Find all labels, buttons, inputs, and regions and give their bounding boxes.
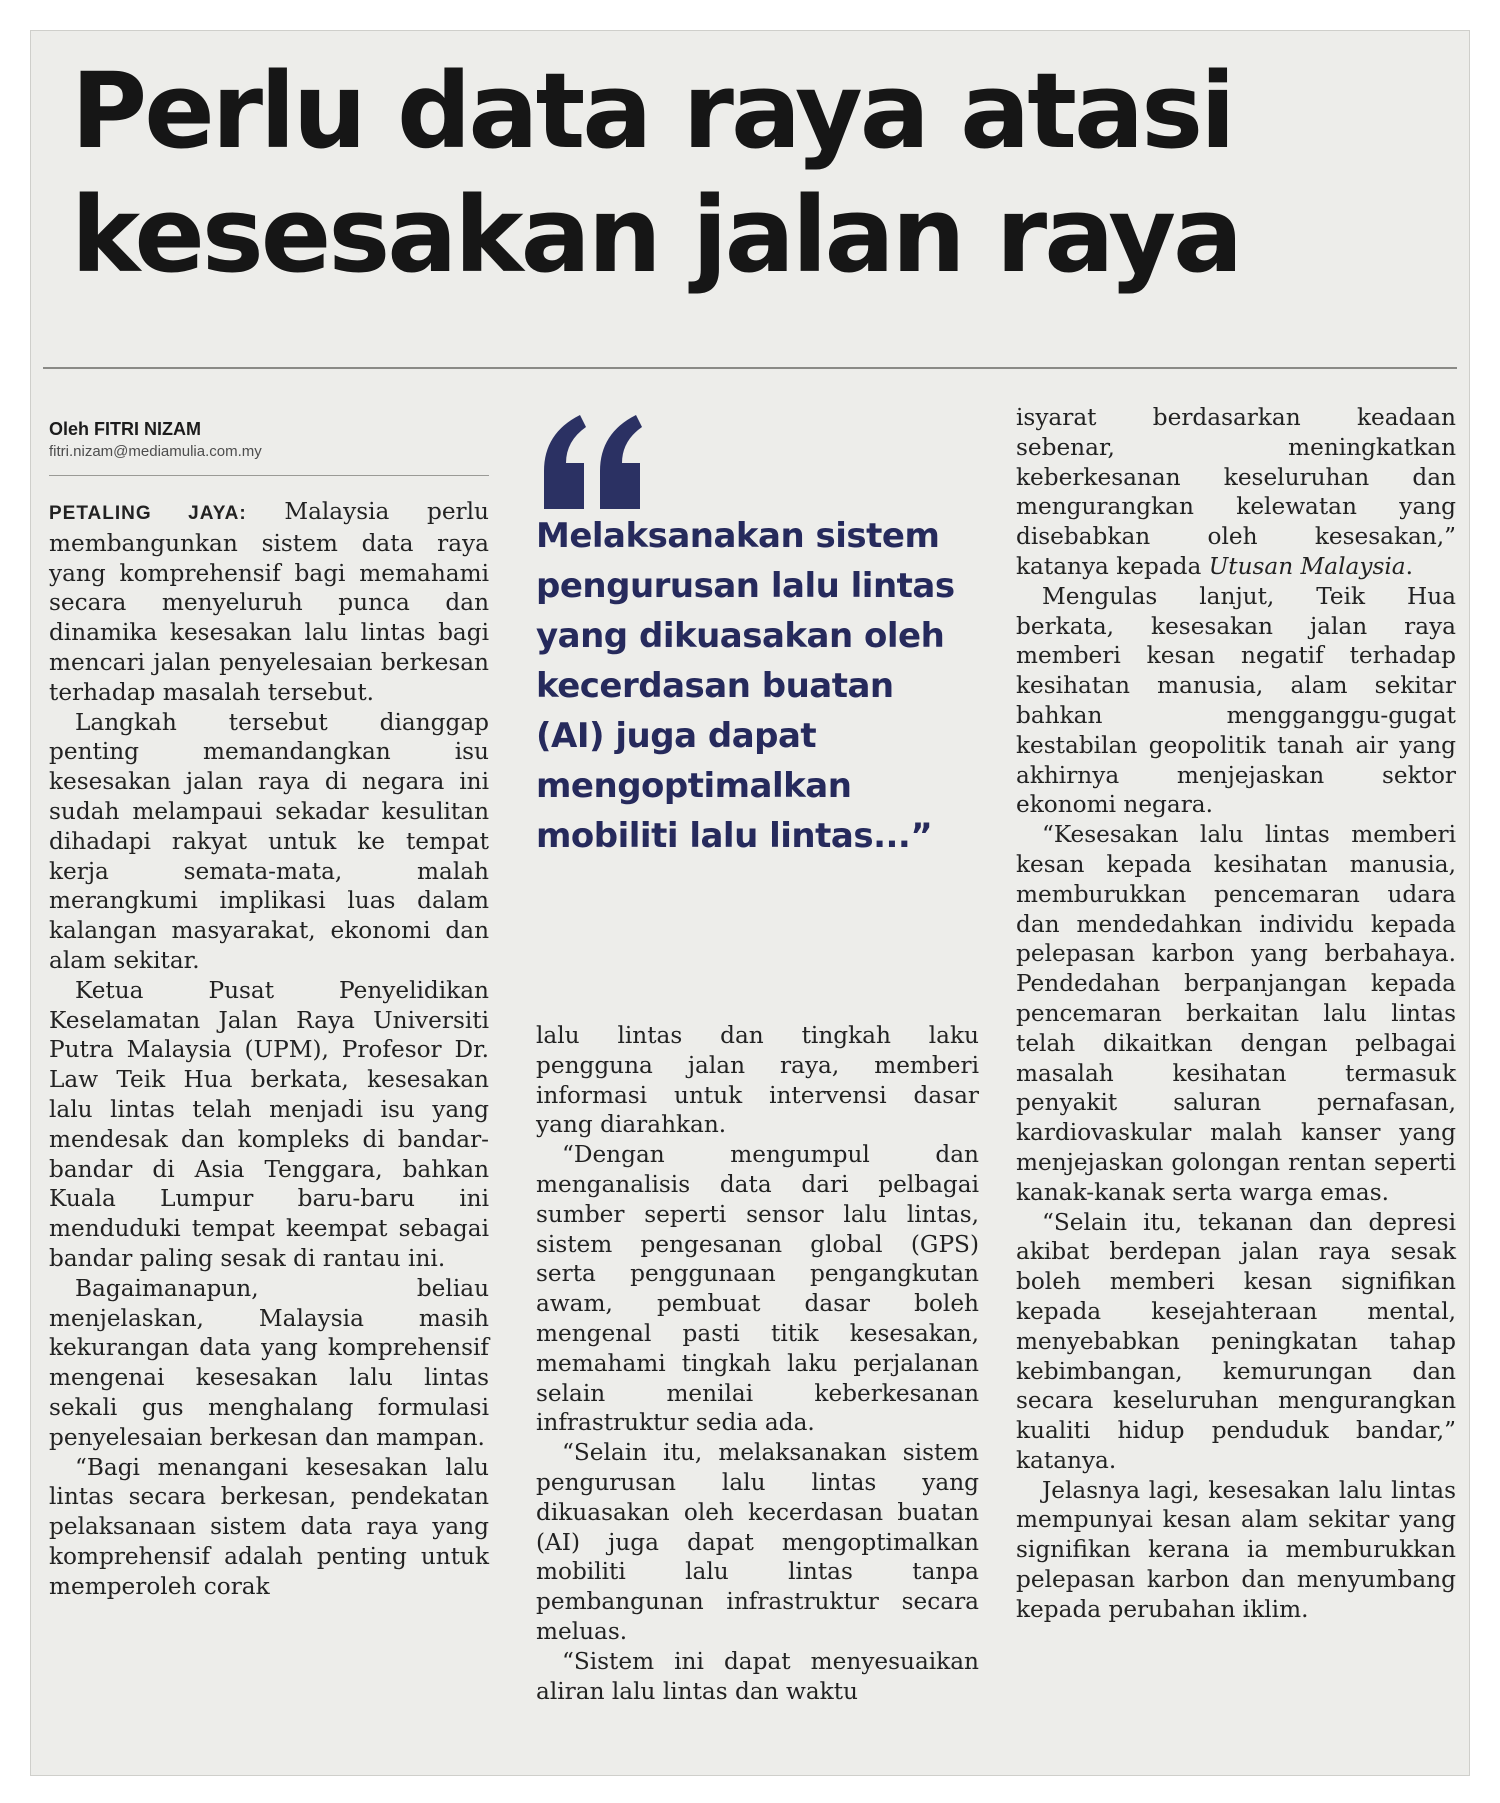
byline-divider: [49, 475, 489, 476]
paragraph-end: .: [1405, 552, 1413, 580]
paragraph: Jelasnya lagi, kesesakan lalu lintas mempunyai kesan alam sekitar yang signifikan kerana ia memburukkan pelepasan karbon dan menyumbang kepada perubahan iklim.: [1016, 1476, 1456, 1623]
paragraph: Ketua Pusat Penyelidikan Keselamatan Jalan Raya Universiti Putra Malaysia (UPM), Profesor Dr. Law Teik Hua berkata, kesesakan lalu lintas telah menjadi isu yang mendesak dan kompleks di bandar-bandar di Asia Tenggara, bahkan Kuala Lumpur baru-baru ini menduduki tempat keempat sebagai bandar paling sesak di rantau ini.: [49, 976, 489, 1272]
paragraph: “Bagi menangani kesesakan lalu lintas secara berkesan, pendekatan pelaksanaan sistem data raya yang komprehensif adalah penting untuk memperoleh corak: [49, 1453, 489, 1600]
headline-line-2: kesesakan jalan raya: [71, 174, 1241, 296]
paragraph: “Dengan mengumpul dan menganalisis data dari pelbagai sumber seperti sensor lalu lintas, sistem pengesanan global (GPS) serta penggunaan pengangkutan awam, pembuat dasar boleh mengenal pasti titik kesesakan, memahami tingkah laku perjalanan selain menilai keberkesanan infrastruktur sedia ada.: [536, 1141, 979, 1437]
article-column-3: [1016, 403, 1456, 1625]
byline-author: Oleh FITRI NIZAM: [49, 419, 201, 439]
paragraph-text: isyarat berdasarkan keadaan sebenar, meningkatkan keberkesanan keseluruhan dan mengurangkan kelewatan yang disebabkan oleh kesesakan,” katanya kepada: [1016, 404, 1456, 580]
paragraph: Langkah tersebut dianggap penting memandangkan isu kesesakan jalan raya di negara ini sudah melampaui sekadar kesulitan dihadapi rakyat untuk ke tempat kerja semata-mata, malah merangkumi implikasi luas dalam kalangan masyarakat, ekonomi dan alam sekitar.: [49, 708, 489, 974]
headline: [71, 49, 1451, 297]
paragraph: Mengulas lanjut, Teik Hua berkata, kesesakan jalan raya memberi kesan negatif terhadap kesihatan manusia, alam sekitar bahkan mengganggu-gugat kestabilan geopolitik tanah air yang akhirnya menjejaskan sektor ekonomi negara.: [1016, 582, 1456, 819]
publication-name: Utusan Malaysia: [1208, 552, 1406, 580]
paragraph: [1016, 403, 1456, 582]
paragraph: lalu lintas dan tingkah laku pengguna jalan raya, memberi informasi untuk intervensi dasar yang diarahkan.: [536, 1022, 979, 1139]
paragraph: “Sistem ini dapat menyesuaikan aliran lalu lintas dan waktu: [536, 1647, 979, 1705]
article-column-2: [536, 1021, 979, 1706]
article-column-1: [49, 497, 489, 1601]
byline-email: fitri.nizam@mediamulia.com.my: [49, 443, 262, 460]
headline-divider: [43, 367, 1457, 369]
pull-quote: Melaksanakan sistem pengurusan lalu lintas yang dikuasakan oleh kecerdasan buatan (AI) juga dapat mengoptimalkan mobiliti lalu lintas...”: [536, 516, 955, 856]
paragraph: “Selain itu, melaksanakan sistem pengurusan lalu lintas yang dikuasakan oleh kecerdasan buatan (AI) juga dapat mengoptimalkan mobiliti lalu lintas tanpa pembangunan infrastruktur secara meluas.: [536, 1439, 979, 1645]
byline: [49, 417, 489, 463]
paragraph: “Kesesakan lalu lintas memberi kesan kepada kesihatan manusia, memburukkan pencemaran udara dan mendedahkan individu kepada pelepasan karbon yang berbahaya. Pendedahan berpanjangan kepada pencemaran berkaitan lalu lintas telah dikaitkan dengan pelbagai masalah kesihatan termasuk penyakit saluran pernafasan, kardiovaskular malah kanser yang menjejaskan golongan rentan seperti kanak-kanak serta warga emas.: [1016, 821, 1456, 1206]
paragraph: [49, 497, 489, 708]
open-double-quote-icon: [536, 401, 656, 521]
paragraph: “Selain itu, tekanan dan depresi akibat berdepan jalan raya sesak boleh memberi kesan signifikan kepada kesejahteraan mental, menyebabkan peningkatan tahap kebimbangan, kemurungan dan secara keseluruhan mengurangkan kualiti hidup penduduk bandar,” katanya.: [1016, 1208, 1456, 1474]
headline-line-1: Perlu data raya atasi: [71, 50, 1233, 172]
newspaper-clipping: [30, 30, 1470, 1776]
paragraph: Bagaimanapun, beliau menjelaskan, Malaysia masih kekurangan data yang komprehensif mengenai kesesakan lalu lintas sekali gus menghalang formulasi penyelesaian berkesan dan mampan.: [49, 1274, 489, 1451]
dateline: PETALING JAYA:: [49, 503, 247, 524]
paragraph-text: Malaysia perlu membangunkan sistem data raya yang komprehensif bagi memahami secara menyeluruh punca dan dinamika kesesakan lalu lintas bagi mencari jalan penyelesaian berkesan terhadap masalah tersebut.: [49, 498, 489, 706]
